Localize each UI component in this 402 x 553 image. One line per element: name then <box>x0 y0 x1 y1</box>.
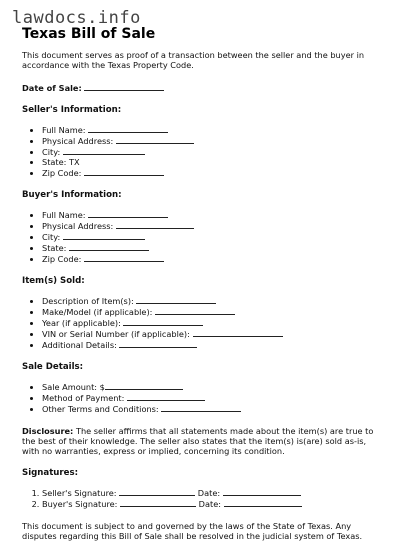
item-label: Additional Details: <box>42 340 117 350</box>
buyer-heading: Buyer's Information: <box>22 190 122 200</box>
list-item <box>42 220 384 231</box>
fill-blank[interactable] <box>116 220 194 229</box>
list-item <box>42 209 384 220</box>
seller-heading: Seller's Information: <box>22 105 122 115</box>
date-blank[interactable] <box>223 487 301 496</box>
item-label: Method of Payment: <box>42 393 125 403</box>
fill-blank[interactable] <box>123 317 203 326</box>
signature-row <box>42 487 384 498</box>
fill-blank[interactable] <box>193 328 283 337</box>
watermark: lawdocs.info <box>12 8 141 28</box>
list-item <box>42 167 384 178</box>
fill-blank[interactable] <box>63 146 145 155</box>
fill-blank[interactable] <box>127 392 205 401</box>
item-label: City: <box>42 147 61 157</box>
item-label: Physical Address: <box>42 136 114 146</box>
list-item <box>42 392 384 403</box>
sale-details-list <box>22 381 384 414</box>
item-label: State: <box>42 243 67 253</box>
list-item <box>42 146 384 157</box>
fill-blank[interactable] <box>63 231 145 240</box>
fill-blank[interactable] <box>88 209 168 218</box>
fill-blank[interactable] <box>84 253 164 262</box>
list-item <box>42 403 384 414</box>
item-label: Make/Model (if applicable): <box>42 307 153 317</box>
item-label: Zip Code: <box>42 254 82 264</box>
item-label: Year (if applicable): <box>42 318 121 328</box>
seller-list <box>22 124 384 178</box>
fill-blank[interactable] <box>105 381 183 390</box>
signature-blank[interactable] <box>119 487 195 496</box>
document-title: Texas Bill of Sale <box>22 26 156 42</box>
signature-label: Buyer's Signature: <box>42 499 118 509</box>
list-item <box>42 124 384 135</box>
signature-row <box>42 498 384 509</box>
list-item <box>42 306 384 317</box>
list-item <box>42 253 384 264</box>
item-label: Sale Amount: $ <box>42 382 105 392</box>
list-item <box>42 242 384 253</box>
list-item <box>42 157 384 167</box>
fill-blank[interactable] <box>84 167 164 176</box>
list-item <box>42 317 384 328</box>
signature-label: Seller's Signature: <box>42 488 117 498</box>
disclosure-paragraph <box>22 426 384 456</box>
items-sold-heading: Item(s) Sold: <box>22 276 85 286</box>
item-label: State: TX <box>42 157 80 167</box>
item-label: Physical Address: <box>42 221 114 231</box>
date-of-sale-label: Date of Sale: <box>22 83 82 93</box>
document-body <box>22 50 384 553</box>
fill-blank[interactable] <box>88 124 168 133</box>
fill-blank[interactable] <box>136 295 216 304</box>
fill-blank[interactable] <box>119 339 197 348</box>
list-item <box>42 135 384 146</box>
list-item <box>42 328 384 339</box>
date-label: Date: <box>197 488 221 498</box>
item-label: City: <box>42 232 61 242</box>
date-of-sale-blank[interactable] <box>84 82 164 91</box>
signatures-heading: Signatures: <box>22 468 79 478</box>
item-label: Other Terms and Conditions: <box>42 404 159 414</box>
list-item <box>42 231 384 242</box>
disclosure-text: The seller affirms that all statements made about the item(s) are true to the best of their knowledge. The seller also states that the item(s) is(are) sold as-is, with no warranties, express or implied, concerning its condition. <box>22 426 374 456</box>
date-of-sale-line <box>22 82 384 93</box>
intro-paragraph: This document serves as proof of a transaction between the seller and the buyer in accordance with the Texas Property Code. <box>22 50 365 70</box>
fill-blank[interactable] <box>69 242 149 251</box>
item-label: Full Name: <box>42 125 86 135</box>
date-label: Date: <box>198 499 221 509</box>
signatures-list <box>22 487 384 509</box>
disclosure-label: Disclosure: <box>22 426 74 436</box>
list-item <box>42 381 384 392</box>
item-label: VIN or Serial Number (if applicable): <box>42 329 190 339</box>
item-label: Full Name: <box>42 210 86 220</box>
date-blank[interactable] <box>224 498 302 507</box>
list-item <box>42 339 384 350</box>
signature-blank[interactable] <box>120 498 196 507</box>
item-label: Description of Item(s): <box>42 296 134 306</box>
fill-blank[interactable] <box>161 403 241 412</box>
items-sold-list <box>22 295 384 350</box>
sale-details-heading: Sale Details: <box>22 362 84 372</box>
fill-blank[interactable] <box>116 135 194 144</box>
list-item <box>42 295 384 306</box>
item-label: Zip Code: <box>42 168 82 178</box>
fill-blank[interactable] <box>155 306 235 315</box>
buyer-list <box>22 209 384 264</box>
footer-paragraph: This document is subject to and governed by the laws of the State of Texas. Any disputes regarding this Bill of Sale shall be resolved in the judicial system of Texas. <box>22 521 363 541</box>
